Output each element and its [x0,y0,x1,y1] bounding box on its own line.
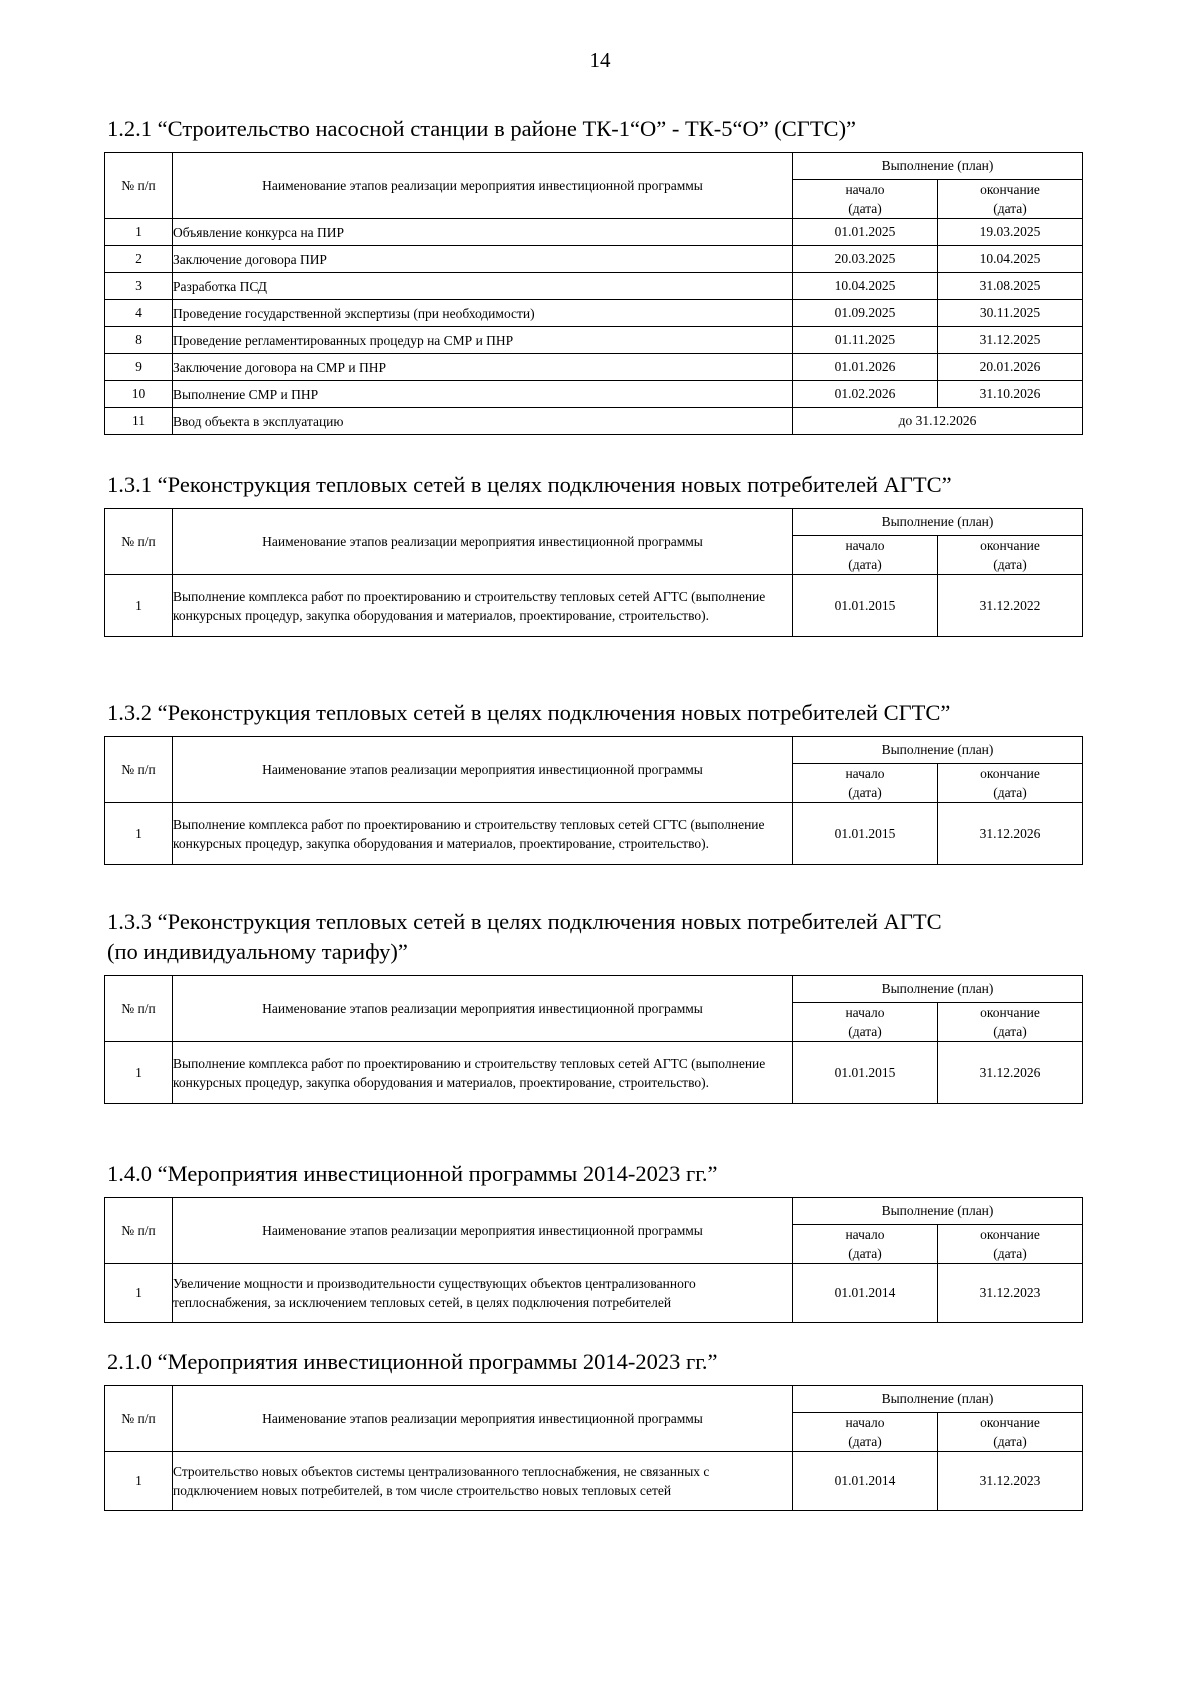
header-start [793,764,938,803]
header-start-unit: (дата) [848,1434,882,1449]
row-end-date: 31.12.2025 [938,327,1083,354]
header-name: Наименование этапов реализации мероприятия инвестиционной программы [173,737,793,803]
header-num: № п/п [105,153,173,219]
header-end [938,1413,1083,1452]
row-start-date: 01.01.2026 [793,354,938,381]
header-start-label: начало [845,1005,885,1020]
schedule-table [104,736,1083,865]
row-number: 9 [105,354,173,381]
schedule-table [104,975,1083,1104]
section-1 [104,114,1082,435]
row-end-date: 10.04.2025 [938,246,1083,273]
row-number: 10 [105,381,173,408]
header-row [105,737,1083,764]
table-row [105,327,1083,354]
schedule-table [104,1197,1083,1323]
header-plan: Выполнение (план) [793,737,1083,764]
header-row [105,1198,1083,1225]
table-row [105,1452,1083,1511]
section-5 [104,1159,1082,1323]
header-start-unit: (дата) [848,1246,882,1261]
row-stage-name: Проведение государственной экспертизы (при необходимости) [173,300,793,327]
section-4 [104,907,1082,1104]
row-stage-name: Проведение регламентированных процедур на СМР и ПНР [173,327,793,354]
row-start-date: 01.01.2014 [793,1264,938,1323]
header-end [938,180,1083,219]
header-end [938,536,1083,575]
row-number: 11 [105,408,173,435]
header-start [793,1413,938,1452]
section-6 [104,1347,1082,1511]
section-title: 1.3.1 “Реконструкция тепловых сетей в целях подключения новых потребителей АГТС” [107,472,952,497]
row-end-date: 30.11.2025 [938,300,1083,327]
section-2 [104,470,1082,637]
header-end-label: окончание [980,1227,1040,1242]
table-row [105,354,1083,381]
row-start-date: 01.01.2015 [793,803,938,865]
header-start-unit: (дата) [848,557,882,572]
header-row [105,1386,1083,1413]
row-start-date: 01.01.2015 [793,575,938,637]
table-row [105,273,1083,300]
row-end-date: 31.12.2023 [938,1264,1083,1323]
row-number: 1 [105,803,173,865]
header-plan: Выполнение (план) [793,1386,1083,1413]
header-num: № п/п [105,509,173,575]
row-stage-name: Разработка ПСД [173,273,793,300]
table-row [105,1264,1083,1323]
header-name: Наименование этапов реализации мероприятия инвестиционной программы [173,153,793,219]
row-stage-name: Строительство новых объектов системы централизованного теплоснабжения, не связанных с подключением новых потребителей, в том числе строительство новых тепловых сетей [173,1452,793,1511]
schedule-table [104,152,1083,435]
row-number: 2 [105,246,173,273]
row-end-date: 31.10.2026 [938,381,1083,408]
table-row [105,408,1083,435]
header-row [105,153,1083,180]
row-start-date: 01.02.2026 [793,381,938,408]
header-start [793,1003,938,1042]
header-start [793,536,938,575]
table-row [105,246,1083,273]
header-name: Наименование этапов реализации мероприятия инвестиционной программы [173,976,793,1042]
header-row [105,509,1083,536]
schedule-table [104,1385,1083,1511]
page-number: 14 [589,48,611,72]
row-end-date: 20.01.2026 [938,354,1083,381]
header-end-unit: (дата) [993,785,1027,800]
row-stage-name: Ввод объекта в эксплуатацию [173,408,793,435]
header-end [938,1225,1083,1264]
schedule-table [104,508,1083,637]
header-end-unit: (дата) [993,1024,1027,1039]
header-plan: Выполнение (план) [793,1198,1083,1225]
header-plan: Выполнение (план) [793,153,1083,180]
header-name: Наименование этапов реализации мероприятия инвестиционной программы [173,1198,793,1264]
header-end-unit: (дата) [993,557,1027,572]
header-end-unit: (дата) [993,1246,1027,1261]
header-name: Наименование этапов реализации мероприятия инвестиционной программы [173,509,793,575]
row-end-date: 19.03.2025 [938,219,1083,246]
header-start-label: начало [845,538,885,553]
header-num: № п/п [105,1386,173,1452]
header-plan: Выполнение (план) [793,976,1083,1003]
row-start-date: 01.09.2025 [793,300,938,327]
row-number: 4 [105,300,173,327]
row-stage-name: Выполнение комплекса работ по проектированию и строительству тепловых сетей СГТС (выполнение конкурсных процедур, закупка оборудования и материалов, проектирование, строительство). [173,803,793,865]
table-row [105,575,1083,637]
section-title: 1.2.1 “Строительство насосной станции в районе ТК-1“О” - ТК-5“О” (СГТС)” [107,116,857,141]
row-end-date: 31.12.2026 [938,803,1083,865]
header-num: № п/п [105,737,173,803]
row-start-date: 20.03.2025 [793,246,938,273]
row-stage-name: Заключение договора на СМР и ПНР [173,354,793,381]
header-num: № п/п [105,1198,173,1264]
header-start-label: начало [845,1415,885,1430]
header-start-unit: (дата) [848,785,882,800]
row-start-date: 01.01.2025 [793,219,938,246]
header-start-label: начало [845,1227,885,1242]
section-title: 1.3.3 “Реконструкция тепловых сетей в целях подключения новых потребителей АГТС (по индивидуальному тарифу)” [107,909,942,964]
header-name: Наименование этапов реализации мероприятия инвестиционной программы [173,1386,793,1452]
table-row [105,300,1083,327]
row-end-date: 31.08.2025 [938,273,1083,300]
row-number: 1 [105,1264,173,1323]
table-row [105,381,1083,408]
row-number: 1 [105,1042,173,1104]
header-start-label: начало [845,182,885,197]
row-end-date: 31.12.2026 [938,1042,1083,1104]
row-number: 1 [105,575,173,637]
header-start-label: начало [845,766,885,781]
header-start-unit: (дата) [848,201,882,216]
header-num: № п/п [105,976,173,1042]
row-stage-name: Увеличение мощности и производительности существующих объектов централизованного теплоснабжения, за исключением тепловых сетей, в целях подключения потребителей [173,1264,793,1323]
row-number: 3 [105,273,173,300]
header-plan: Выполнение (план) [793,509,1083,536]
header-start-unit: (дата) [848,1024,882,1039]
table-row [105,803,1083,865]
header-start [793,180,938,219]
row-stage-name: Выполнение СМР и ПНР [173,381,793,408]
row-number: 8 [105,327,173,354]
row-end-date: 31.12.2022 [938,575,1083,637]
row-start-date: 10.04.2025 [793,273,938,300]
row-start-date: 01.01.2014 [793,1452,938,1511]
header-end [938,1003,1083,1042]
row-stage-name: Заключение договора ПИР [173,246,793,273]
header-end-label: окончание [980,1005,1040,1020]
header-end-label: окончание [980,538,1040,553]
row-stage-name: Выполнение комплекса работ по проектированию и строительству тепловых сетей АГТС (выполнение конкурсных процедур, закупка оборудования и материалов, проектирование, строительство). [173,1042,793,1104]
header-row [105,976,1083,1003]
section-title: 2.1.0 “Мероприятия инвестиционной программы 2014-2023 гг.” [107,1349,718,1374]
table-row [105,1042,1083,1104]
row-end-date: 31.12.2023 [938,1452,1083,1511]
row-start-date: 01.11.2025 [793,327,938,354]
row-number: 1 [105,219,173,246]
row-deadline: до 31.12.2026 [793,408,1083,435]
table-row [105,219,1083,246]
header-start [793,1225,938,1264]
header-end-label: окончание [980,1415,1040,1430]
section-title: 1.4.0 “Мероприятия инвестиционной программы 2014-2023 гг.” [107,1161,718,1186]
row-stage-name: Объявление конкурса на ПИР [173,219,793,246]
header-end-label: окончание [980,182,1040,197]
section-title: 1.3.2 “Реконструкция тепловых сетей в целях подключения новых потребителей СГТС” [107,700,951,725]
row-start-date: 01.01.2015 [793,1042,938,1104]
row-number: 1 [105,1452,173,1511]
section-3 [104,698,1082,865]
header-end-unit: (дата) [993,1434,1027,1449]
row-stage-name: Выполнение комплекса работ по проектированию и строительству тепловых сетей АГТС (выполнение конкурсных процедур, закупка оборудования и материалов, проектирование, строительство). [173,575,793,637]
header-end-unit: (дата) [993,201,1027,216]
header-end [938,764,1083,803]
header-end-label: окончание [980,766,1040,781]
